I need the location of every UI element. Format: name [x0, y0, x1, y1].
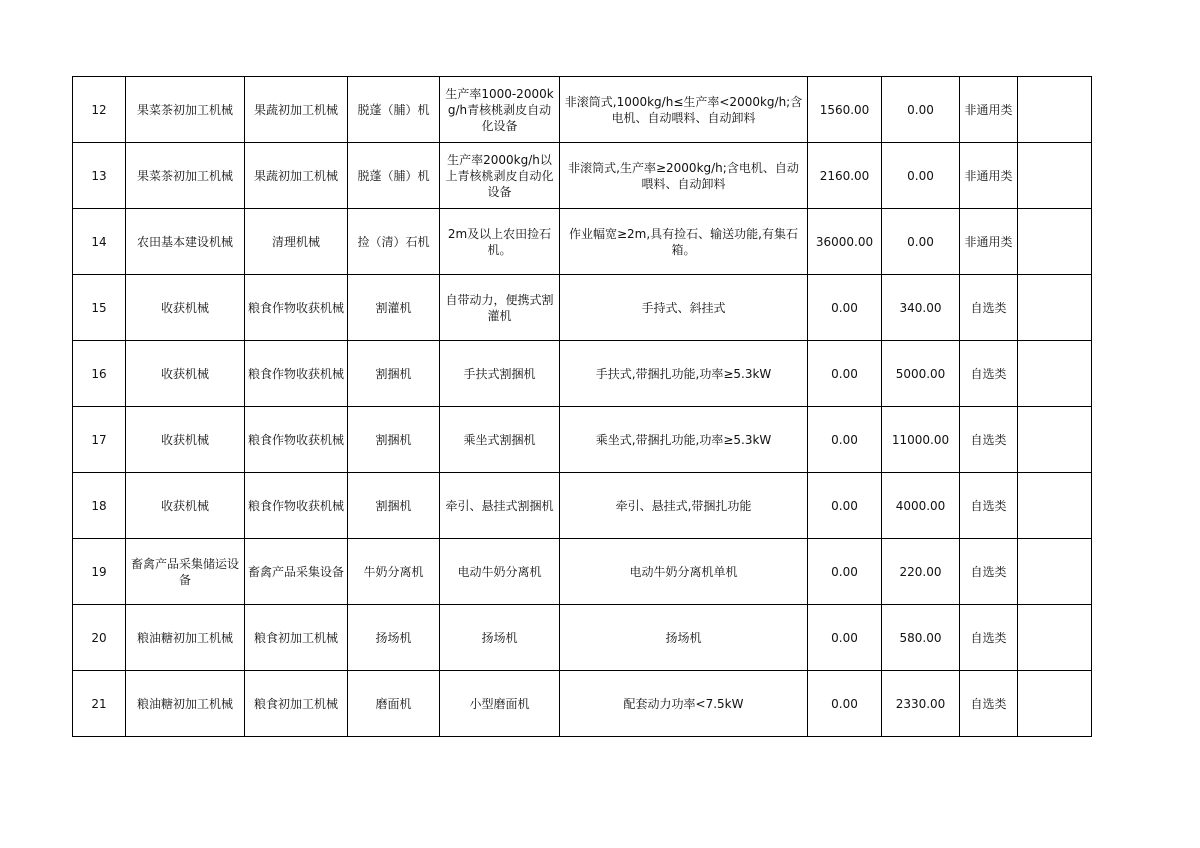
amount-a-cell: 1560.00 [808, 77, 882, 143]
table-row [73, 143, 1092, 209]
row-number: 18 [73, 473, 126, 539]
row-number: 20 [73, 605, 126, 671]
table-row [73, 341, 1092, 407]
spec-cell: 非滚筒式,生产率≥2000kg/h;含电机、自动喂料、自动卸料 [560, 143, 808, 209]
amount-a-cell: 0.00 [808, 275, 882, 341]
grade-cell: 乘坐式割捆机 [440, 407, 560, 473]
row-number: 14 [73, 209, 126, 275]
note-cell [1018, 407, 1092, 473]
item-cell: 扬场机 [348, 605, 440, 671]
table-row [73, 605, 1092, 671]
note-cell [1018, 143, 1092, 209]
table-row [73, 473, 1092, 539]
note-cell [1018, 605, 1092, 671]
note-cell [1018, 341, 1092, 407]
amount-b-cell: 0.00 [882, 143, 960, 209]
grade-cell: 电动牛奶分离机 [440, 539, 560, 605]
item-cell: 捡（清）石机 [348, 209, 440, 275]
item-cell: 磨面机 [348, 671, 440, 737]
type-cell: 自选类 [960, 473, 1018, 539]
amount-a-cell: 0.00 [808, 539, 882, 605]
category-cell: 粮油糖初加工机械 [126, 671, 245, 737]
note-cell [1018, 77, 1092, 143]
row-number: 13 [73, 143, 126, 209]
subcategory-cell: 粮食作物收获机械 [245, 473, 348, 539]
amount-a-cell: 36000.00 [808, 209, 882, 275]
category-cell: 收获机械 [126, 275, 245, 341]
item-cell: 割捆机 [348, 473, 440, 539]
subcategory-cell: 畜禽产品采集设备 [245, 539, 348, 605]
row-number: 12 [73, 77, 126, 143]
grade-cell: 扬场机 [440, 605, 560, 671]
amount-b-cell: 580.00 [882, 605, 960, 671]
note-cell [1018, 209, 1092, 275]
subsidy-table [72, 76, 1092, 737]
grade-cell: 牵引、悬挂式割捆机 [440, 473, 560, 539]
table-row [73, 671, 1092, 737]
row-number: 21 [73, 671, 126, 737]
note-cell [1018, 275, 1092, 341]
item-cell: 割捆机 [348, 407, 440, 473]
grade-cell: 手扶式割捆机 [440, 341, 560, 407]
subcategory-cell: 粮食作物收获机械 [245, 275, 348, 341]
table-row [73, 407, 1092, 473]
amount-a-cell: 0.00 [808, 605, 882, 671]
amount-b-cell: 0.00 [882, 77, 960, 143]
category-cell: 农田基本建设机械 [126, 209, 245, 275]
category-cell: 果菜茶初加工机械 [126, 77, 245, 143]
grade-cell: 自带动力，便携式割灌机 [440, 275, 560, 341]
grade-cell: 生产率2000kg/h以上青核桃剥皮自动化设备 [440, 143, 560, 209]
item-cell: 割捆机 [348, 341, 440, 407]
type-cell: 自选类 [960, 407, 1018, 473]
category-cell: 粮油糖初加工机械 [126, 605, 245, 671]
amount-a-cell: 2160.00 [808, 143, 882, 209]
spec-cell: 手持式、斜挂式 [560, 275, 808, 341]
subcategory-cell: 清理机械 [245, 209, 348, 275]
type-cell: 自选类 [960, 341, 1018, 407]
table-body [73, 77, 1092, 737]
subcategory-cell: 果蔬初加工机械 [245, 77, 348, 143]
row-number: 15 [73, 275, 126, 341]
subcategory-cell: 果蔬初加工机械 [245, 143, 348, 209]
spec-cell: 乘坐式,带捆扎功能,功率≥5.3kW [560, 407, 808, 473]
subcategory-cell: 粮食作物收获机械 [245, 341, 348, 407]
amount-b-cell: 4000.00 [882, 473, 960, 539]
spec-cell: 非滚筒式,1000kg/h≤生产率<2000kg/h;含电机、自动喂料、自动卸料 [560, 77, 808, 143]
note-cell [1018, 473, 1092, 539]
category-cell: 收获机械 [126, 407, 245, 473]
item-cell: 割灌机 [348, 275, 440, 341]
spec-cell: 手扶式,带捆扎功能,功率≥5.3kW [560, 341, 808, 407]
table-row [73, 209, 1092, 275]
amount-a-cell: 0.00 [808, 473, 882, 539]
category-cell: 畜禽产品采集储运设备 [126, 539, 245, 605]
item-cell: 牛奶分离机 [348, 539, 440, 605]
amount-b-cell: 0.00 [882, 209, 960, 275]
category-cell: 收获机械 [126, 473, 245, 539]
grade-cell: 2m及以上农田捡石机。 [440, 209, 560, 275]
type-cell: 自选类 [960, 671, 1018, 737]
grade-cell: 小型磨面机 [440, 671, 560, 737]
spec-cell: 扬场机 [560, 605, 808, 671]
type-cell: 非通用类 [960, 209, 1018, 275]
amount-a-cell: 0.00 [808, 341, 882, 407]
row-number: 19 [73, 539, 126, 605]
category-cell: 果菜茶初加工机械 [126, 143, 245, 209]
amount-b-cell: 220.00 [882, 539, 960, 605]
grade-cell: 生产率1000-2000kg/h青核桃剥皮自动化设备 [440, 77, 560, 143]
table-row [73, 539, 1092, 605]
row-number: 17 [73, 407, 126, 473]
spec-cell: 电动牛奶分离机单机 [560, 539, 808, 605]
type-cell: 自选类 [960, 275, 1018, 341]
category-cell: 收获机械 [126, 341, 245, 407]
note-cell [1018, 671, 1092, 737]
spec-cell: 牵引、悬挂式,带捆扎功能 [560, 473, 808, 539]
type-cell: 非通用类 [960, 77, 1018, 143]
item-cell: 脱蓬（脯）机 [348, 143, 440, 209]
spec-cell: 配套动力功率<7.5kW [560, 671, 808, 737]
type-cell: 非通用类 [960, 143, 1018, 209]
subcategory-cell: 粮食初加工机械 [245, 671, 348, 737]
amount-b-cell: 340.00 [882, 275, 960, 341]
spec-cell: 作业幅宽≥2m,具有捡石、输送功能,有集石箱。 [560, 209, 808, 275]
amount-b-cell: 2330.00 [882, 671, 960, 737]
amount-b-cell: 11000.00 [882, 407, 960, 473]
item-cell: 脱蓬（脯）机 [348, 77, 440, 143]
amount-b-cell: 5000.00 [882, 341, 960, 407]
note-cell [1018, 539, 1092, 605]
subcategory-cell: 粮食初加工机械 [245, 605, 348, 671]
amount-a-cell: 0.00 [808, 671, 882, 737]
amount-a-cell: 0.00 [808, 407, 882, 473]
row-number: 16 [73, 341, 126, 407]
type-cell: 自选类 [960, 539, 1018, 605]
type-cell: 自选类 [960, 605, 1018, 671]
table-row [73, 275, 1092, 341]
subcategory-cell: 粮食作物收获机械 [245, 407, 348, 473]
table-row [73, 77, 1092, 143]
